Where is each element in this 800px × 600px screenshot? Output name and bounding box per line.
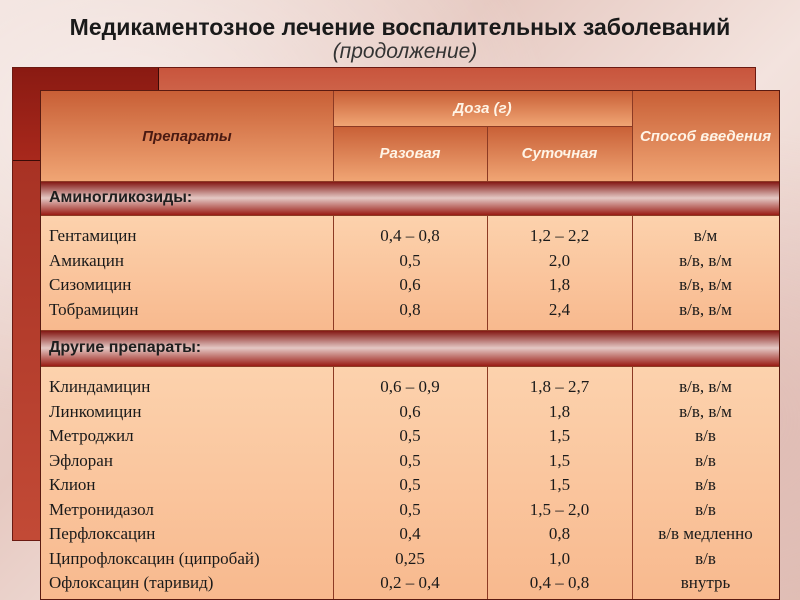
- route-value: в/в, в/м: [679, 401, 732, 421]
- table-divider: [632, 91, 633, 181]
- drug-name: Офлоксацин (таривид): [49, 573, 214, 592]
- header-daily-dose: Суточная: [487, 126, 632, 181]
- single-dose-value: 0,25: [395, 548, 425, 568]
- table-divider: [632, 215, 633, 330]
- table-divider: [487, 126, 488, 181]
- page-subtitle: (продолжение): [332, 40, 478, 63]
- single-dose-value: 0,4 – 0,8: [380, 226, 440, 245]
- single-dose-value: 0,5: [399, 250, 421, 270]
- route-value: в/в: [695, 548, 716, 568]
- single-dose-value: 0,4: [399, 524, 421, 543]
- route-value: в/в, в/м: [679, 275, 732, 294]
- route-value: в/в: [695, 475, 716, 494]
- header-single-dose: Разовая: [333, 126, 487, 181]
- single-dose-value: 0,2 – 0,4: [380, 573, 440, 592]
- drug-name: Эфлоран: [49, 450, 113, 470]
- route-value: в/в: [695, 499, 716, 519]
- drug-name: Метроджил: [49, 426, 134, 445]
- table-divider: [333, 366, 334, 599]
- single-dose-value: 0,8: [399, 299, 421, 319]
- route-value: в/в, в/м: [679, 250, 732, 270]
- daily-dose-value: 2,4: [548, 299, 571, 319]
- drug-name: Сизомицин: [49, 275, 132, 294]
- route-value: в/в, в/м: [679, 377, 732, 396]
- table-divider: [41, 366, 779, 367]
- group-2-daily-dose: [487, 366, 632, 599]
- drug-name: Клион: [49, 475, 96, 494]
- daily-dose-value: 0,4 – 0,8: [529, 573, 590, 592]
- daily-dose-value: 0,8: [548, 524, 571, 543]
- table-divider: [41, 181, 779, 182]
- daily-dose-value: 1,0: [548, 548, 571, 568]
- group-header-other-drugs: Другие препараты:: [41, 330, 779, 366]
- group-2-single-dose: [333, 366, 487, 599]
- drug-name: Перфлоксацин: [49, 524, 156, 543]
- single-dose-value: 0,6 – 0,9: [380, 377, 440, 396]
- route-value: в/в, в/м: [679, 299, 732, 319]
- table-divider: [41, 215, 779, 216]
- table-divider: [632, 366, 633, 599]
- route-value: в/в медленно: [658, 524, 753, 543]
- single-dose-value: 0,5: [399, 426, 421, 445]
- table-divider: [333, 215, 334, 330]
- page-title: Медикаментозное лечение воспалительных заболеваний: [69, 14, 731, 40]
- group-2-drugs: [41, 366, 333, 599]
- medication-table: [40, 90, 780, 600]
- drug-name: Линкомицин: [49, 401, 142, 421]
- daily-dose-value: 1,8: [548, 275, 571, 294]
- daily-dose-value: 1,5: [548, 426, 571, 445]
- single-dose-value: 0,5: [399, 475, 421, 494]
- single-dose-value: 0,6: [399, 275, 421, 294]
- drug-name: Метронидазол: [49, 499, 154, 519]
- group-1-route: [632, 215, 779, 330]
- daily-dose-value: 1,2 – 2,2: [529, 226, 590, 245]
- group-1-daily-dose: [487, 215, 632, 330]
- group-2-route: [632, 366, 779, 599]
- table-divider: [333, 126, 632, 127]
- route-value: в/м: [693, 226, 718, 245]
- table-divider: [41, 330, 779, 331]
- table-divider: [487, 215, 488, 330]
- drug-name: Гентамицин: [49, 226, 137, 245]
- single-dose-value: 0,5: [399, 450, 421, 470]
- drug-name: Амикацин: [49, 250, 124, 270]
- route-value: в/в: [695, 450, 716, 470]
- daily-dose-value: 1,8 – 2,7: [529, 377, 590, 396]
- group-header-aminoglycosides: Аминогликозиды:: [41, 181, 779, 215]
- daily-dose-value: 1,5: [548, 450, 571, 470]
- daily-dose-value: 1,5 – 2,0: [529, 499, 590, 519]
- header-drugs: Препараты: [41, 91, 333, 181]
- route-value: в/в: [695, 426, 716, 445]
- drug-name: Тобрамицин: [49, 299, 139, 319]
- table-divider: [333, 91, 334, 181]
- header-route: Способ введения: [632, 91, 779, 181]
- daily-dose-value: 2,0: [548, 250, 571, 270]
- route-value: внутрь: [680, 573, 731, 592]
- single-dose-value: 0,6: [399, 401, 421, 421]
- daily-dose-value: 1,5: [548, 475, 571, 494]
- drug-name: Ципрофлоксацин (ципробай): [49, 548, 260, 568]
- single-dose-value: 0,5: [399, 499, 421, 519]
- header-dose: Доза (г): [333, 91, 632, 126]
- daily-dose-value: 1,8: [548, 401, 571, 421]
- group-1-single-dose: [333, 215, 487, 330]
- table-divider: [487, 366, 488, 599]
- group-1-drugs: [41, 215, 333, 330]
- drug-name: Клиндамицин: [49, 377, 151, 396]
